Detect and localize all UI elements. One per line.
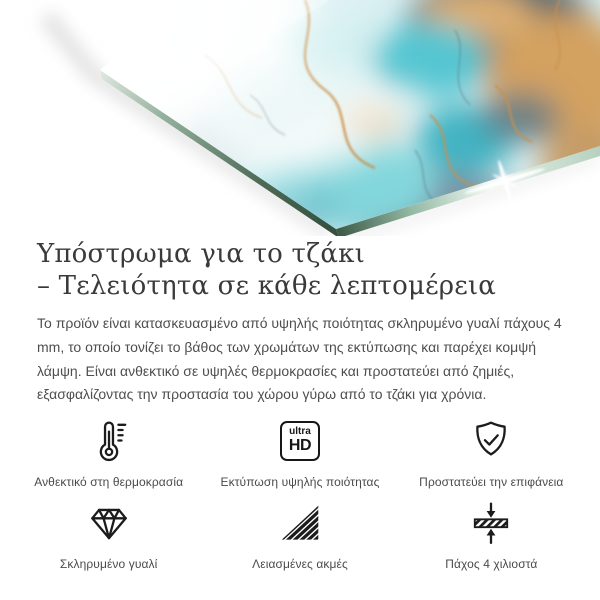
feature-tempered-glass (13, 497, 204, 571)
feature-thickness (396, 497, 587, 571)
thickness-icon (468, 497, 514, 549)
feature-label: Εκτύπωση υψηλής ποιότητας (220, 474, 380, 489)
feature-label: Ανθεκτικό στη θερμοκρασία (34, 474, 184, 489)
title-line-2: – Τελειότητα σε κάθε λεπτομέρεια (37, 271, 497, 302)
page-title (37, 238, 563, 302)
feature-temperature-resistant (13, 415, 204, 489)
feature-ultra-hd-print (204, 415, 395, 489)
product-info-section (0, 238, 600, 571)
feature-surface-protection (396, 415, 587, 489)
feature-label: Προστατεύει την επιφάνεια (419, 474, 564, 489)
feature-polished-edges (204, 497, 395, 571)
ultra-hd-text-bottom: HD (288, 437, 312, 455)
ultra-hd-icon (280, 415, 320, 467)
product-description: Το προϊόν είναι κατασκευασμένο από υψηλής ποιότητας σκληρυμένο γυαλί πάχους 4 mm, το οποίο τονίζει το βάθος των χρωμάτων της εκτύπωσης και παρέχει κομψή λάμψη. Είναι ανθεκτικό σε υψηλές θερμοκρασίες και προστατεύει από ζημιές, εξασφαλίζοντας την προστασία του χώρου γύρω από το τζάκι για χρόνια. (37, 315, 562, 403)
diamond-icon (86, 497, 132, 549)
shield-check-icon (468, 415, 514, 467)
feature-label: Λειασμένες ακμές (252, 556, 348, 571)
feature-label: Πάχος 4 χιλιοστά (445, 556, 538, 571)
glass-panel-photo (0, 0, 600, 236)
thermometer-icon (86, 415, 132, 467)
feature-grid (13, 415, 587, 571)
ultra-hd-text-top: ultra (289, 426, 311, 438)
polished-edges-icon (277, 497, 323, 549)
feature-label: Σκληρυμένο γυαλί (59, 556, 158, 571)
product-hero (0, 0, 600, 236)
title-line-1: Υπόστρωμα για το τζάκι (37, 239, 365, 269)
